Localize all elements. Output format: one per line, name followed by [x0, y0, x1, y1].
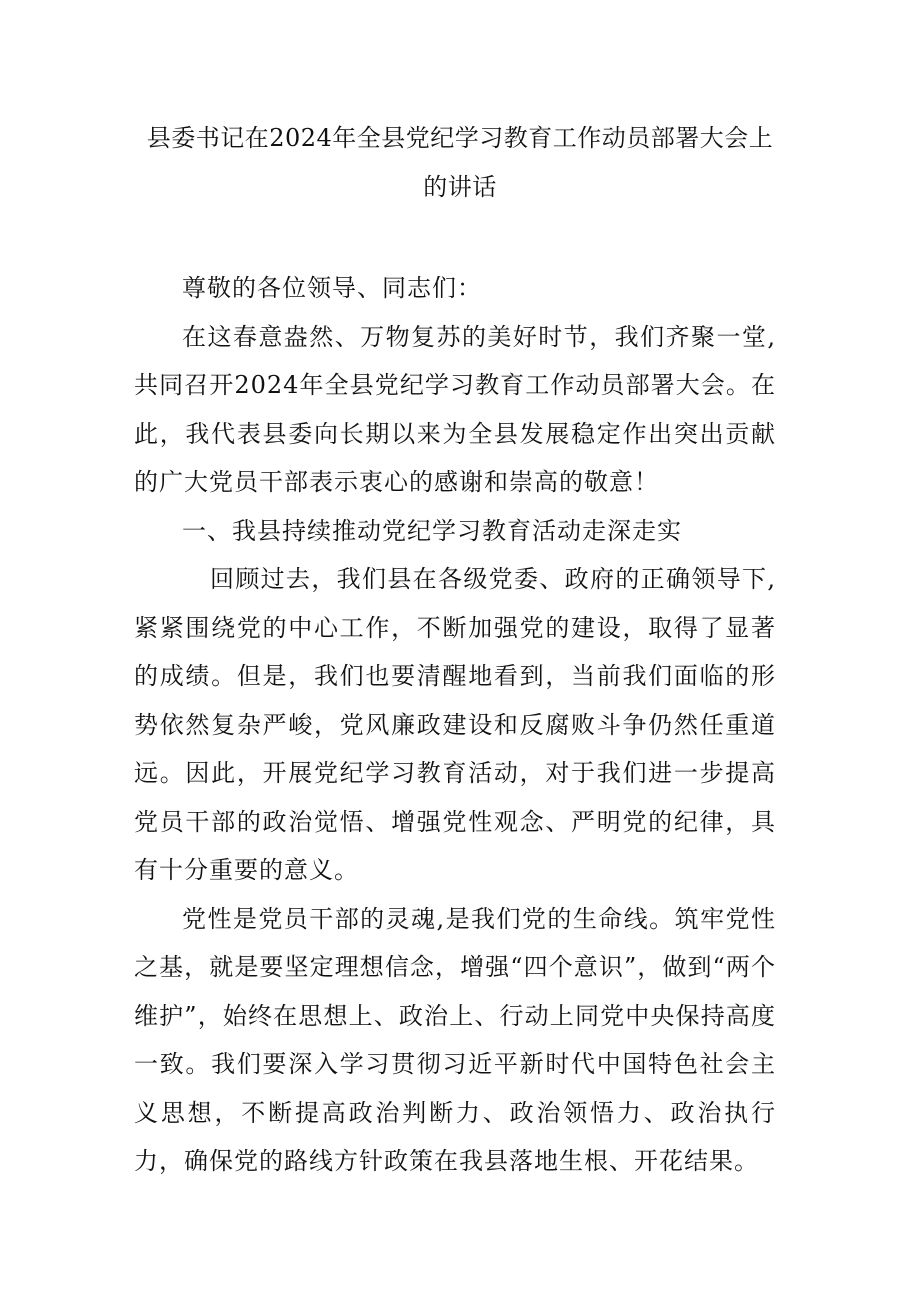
- section-heading-1: 一、我县持续推动党纪学习教育活动走深走实: [182, 516, 682, 545]
- greeting: 尊敬的各位领导、同志们：: [182, 274, 482, 302]
- document-body: [134, 264, 776, 1186]
- document-title-line-2: 的讲话: [423, 173, 497, 201]
- paragraph-intro: 在这春意盎然、万物复苏的美好时节，我们齐聚一堂,共同召开2024年全县党纪学习教育工作动员部署大会。在此，我代表县委向长期以来为全县发展稳定作出突出贡献的广大党员干部表示衷心的感谢和崇高的敬意！: [134, 322, 776, 496]
- paragraph-party-spirit: 党性是党员干部的灵魂,是我们党的生命线。筑牢党性之基，就是要坚定理想信念，增强“四个意识”，做到“两个维护”，始终在思想上、政治上、行动上同党中央保持高度一致。我们要深入学习贯彻习近平新时代中国特色社会主义思想，不断提高政治判断力、政治领悟力、政治执行力，确保党的路线方针政策在我县落地生根、开花结果。: [134, 904, 776, 1175]
- document-title-line-1: 县委书记在2024年全县党纪学习教育工作动员部署大会上: [146, 124, 774, 152]
- paragraph-review: 回顾过去，我们县在各级党委、政府的正确领导下,紧紧围绕党的中心工作，不断加强党的建设，取得了显著的成绩。但是，我们也要清醒地看到，当前我们面临的形势依然复杂严峻，党风廉政建设和反腐败斗争仍然任重道远。因此，开展党纪学习教育活动，对于我们进一步提高党员干部的政治觉悟、增强党性观念、严明党的纪律，具有十分重要的意义。: [134, 565, 776, 884]
